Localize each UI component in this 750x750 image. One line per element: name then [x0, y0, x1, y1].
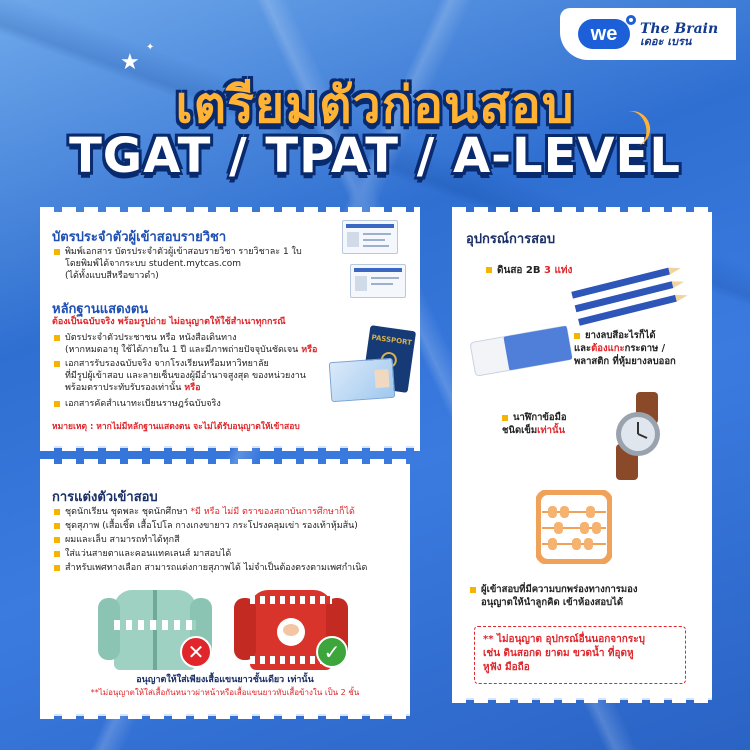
allowed-check-icon: ✓ [316, 636, 348, 668]
proof-bullet-house-registration: เอกสารคัดสำเนาทะเบียนราษฎร์ฉบับจริง [54, 398, 354, 410]
dress-code-card [40, 464, 410, 714]
logo-bar [560, 8, 736, 60]
exam-card-image-icon [350, 264, 406, 298]
wristwatch-icon [602, 392, 672, 482]
proof-note: หมายเหตุ : หากไม่มีหลักฐานแสดงตน จะไม่ได้รับอนุญาตให้เข้าสอบ [52, 422, 300, 432]
proof-warning: ต้องเป็นฉบับจริง พร้อมรูปถ่าย ไม่อนุญาตให้ใช้สำเนาทุกกรณี [52, 317, 286, 327]
pencil-label: ดินสอ 2B 3 แท่ง [486, 264, 572, 278]
id-document-card [40, 212, 420, 446]
watch-label: นาฬิกาข้อมือ ชนิดเข็มเท่านั้น [502, 412, 567, 436]
we-logo: we [578, 19, 630, 49]
id-heading: บัตรประจำตัวผู้เข้าสอบรายวิชา [52, 230, 227, 245]
eraser-icon [466, 320, 576, 380]
not-allowed-icon: ✕ [180, 636, 212, 668]
the-brain-logo [640, 22, 718, 47]
dress-bullet-uniform: ชุดนักเรียน ชุดพละ ชุดนักศึกษา *มี หรือ ไม่มี ตราของสถาบันการศึกษาก็ได้ [54, 506, 404, 518]
proof-bullet-id: บัตรประจำตัวประชาชน หรือ หนังสือเดินทาง (หากหมดอายุ ใช้ได้ภายใน 1 ปี และมีภาพถ่ายปัจจุบันชัดเจน หรือ [54, 332, 344, 356]
exam-card-image-icon [342, 220, 398, 254]
equipment-heading: อุปกรณ์การสอบ [466, 232, 556, 247]
dress-bullet-gender: สำหรับเพศทางเลือก สามารถแต่งกายสุภาพได้ ไม่จำเป็นต้องตรงตามเพศกำเนิด [54, 562, 404, 574]
brain-logo-text: The Brain [640, 20, 719, 37]
page-subtitle: TGAT / TPAT / A-LEVEL [69, 128, 681, 184]
brain-logo-thai-text: เดอะ เบรน [640, 34, 692, 48]
id-bullet: พิมพ์เอกสาร บัตรประจำตัวผู้เข้าสอบรายวิชา รายวิชาละ 1 ใบ โดยพิมพ์ได้จากระบบ student.mytcas.com (ได้ทั้งแบบสีหรือขาวดำ) [54, 246, 354, 282]
prohibited-items-text: ** ไม่อนุญาต อุปกรณ์อื่นนอกจากระบุ เช่น ดินสอกด ยาดม ขวดน้ำ ที่อุดหู หูฟัง มือถือ [483, 634, 645, 673]
dress-bullet-hair-nails: ผมและเล็บ สามารถทำได้ทุกสี [54, 534, 404, 546]
dress-caption: อนุญาตให้ใส่เพียงเสื้อแขนยาวชั้นเดียว เท่านั้น [136, 675, 314, 685]
eraser-label: ยางลบสีอะไรก็ได้ และต้องแกะกระดาษ / พลาสติก ที่หุ้มยางลบออก [574, 330, 704, 368]
abacus-label: ผู้เข้าสอบที่มีความบกพร่องทางการมอง อนุญาตให้นำลูกคิด เข้าห้องสอบได้ [470, 584, 706, 610]
proof-bullet-school-letter: เอกสารรับรองฉบับจริง จากโรงเรียนหรือมหาวิทยาลัย ที่มีรูปผู้เข้าสอบ และลายเซ็นของผู้มีอำนาจสูงสุด ของหน่วยงาน พร้อมตราประทับรับรองเท่านั้น หรือ [54, 358, 354, 394]
thai-id-card-icon [329, 358, 396, 402]
passport-icon: PASSPORT [362, 325, 416, 393]
pencils-icon [564, 266, 694, 326]
proof-heading: หลักฐานแสดงตน [52, 302, 149, 317]
prohibited-items-box [474, 626, 686, 684]
page-title: เตรียมตัวก่อนสอบ [175, 76, 575, 134]
dress-bullet-polite: ชุดสุภาพ (เสื้อเชิ้ต เสื้อโปโล กางเกงขายาว กระโปรงคลุมเข่า รองเท้าหุ้มส้น) [54, 520, 404, 532]
dress-bullet-glasses: ใส่แว่นสายตาและคอนแทคเลนส์ มาสอบได้ [54, 548, 404, 560]
dress-heading: การแต่งตัวเข้าสอบ [52, 490, 158, 505]
dress-caption-note: **ไม่อนุญาตให้ใส่เสื้อกันหนาวผ่าหน้าหรือเสื้อแขนยาวทับเสื้อข้างใน เป็น 2 ชั้น [90, 688, 360, 697]
abacus-icon [536, 490, 612, 564]
